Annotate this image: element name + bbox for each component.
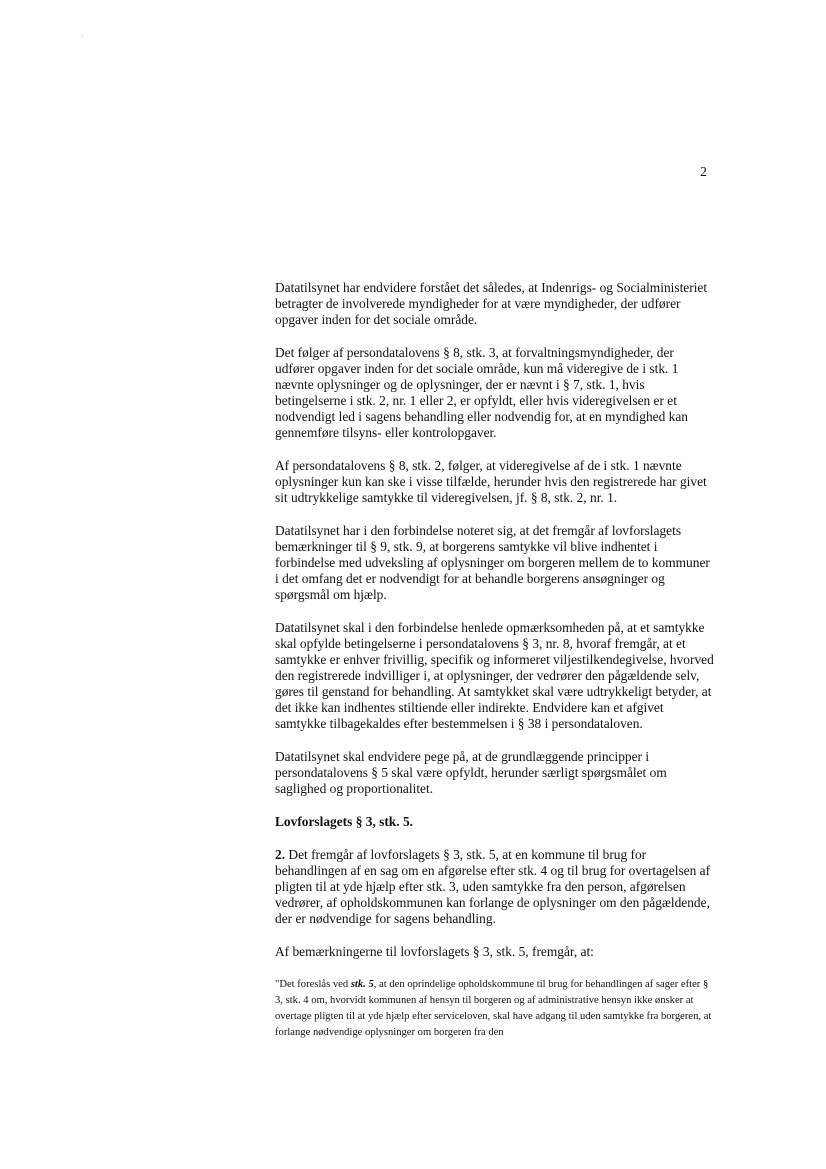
scan-speck [82, 35, 83, 36]
paragraph-2: Det følger af persondatalovens § 8, stk. 3, at forvaltningsmyndigheder, der udfører opgaver inden for det sociale område, kun må videregive de i stk. 1 nævnte oplysninger og de oplysninger, der er nævnt i § 7, stk. 1, hvis betingelserne i stk. 2, nr. 1 eller 2, er opfyldt, eller hvis videregivelsen er et nodvendigt led i sagens behandling eller nodvendig for, at en myndighed kan gennemføre tilsyns- eller kontrolopgaver. [275, 345, 688, 440]
paragraph-7 [275, 847, 715, 927]
document-body [275, 280, 715, 1058]
section-heading: Lovforslagets § 3, stk. 5. [275, 814, 413, 829]
paragraph-6: Datatilsynet skal endvidere pege på, at de grundlæggende principper i persondatalovens § 5 skal være opfyldt, herunder særligt spørgsmålet om saglighed og proportionalitet. [275, 749, 667, 796]
quoted-remarks [275, 977, 715, 1041]
page-number: 2 [700, 165, 707, 180]
paragraph-1: Datatilsynet har endvidere forstået det således, at Indenrigs- og Socialministeriet betragter de involverede myndigheder for at være myndigheder, der udfører opgaver inden for det sociale område. [275, 280, 708, 327]
paragraph-7-text: Det fremgår af lovforslagets § 3, stk. 5, at en kommune til brug for behandlingen af en sag om en afgørelse efter stk. 4 og til brug for overtagelsen af pligten til at yde hjælp efter stk. 3, uden samtykke fra den person, afgørelsen vedrører, af opholdskommunen kan forlange de oplysninger om den pågældende, der er nødvendige for sagens behandling. [275, 847, 711, 926]
paragraph-8: Af bemærkningerne til lovforslagets § 3, stk. 5, fremgår, at: [275, 944, 594, 959]
paragraph-4: Datatilsynet har i den forbindelse noteret sig, at det fremgår af lovforslagets bemærkninger til § 9, stk. 9, at borgerens samtykke vil blive indhentet i forbindelse med udveksling af oplysninger om borgeren mellem de to kommuner i det omfang det er nodvendigt for at behandle borgerens ansøgninger og spørgsmål om hjælp. [275, 523, 710, 602]
point-number: 2. [275, 847, 286, 862]
quote-emphasis: stk. 5 [350, 979, 374, 990]
paragraph-3: Af persondatalovens § 8, stk. 2, følger, at videregivelse af de i stk. 1 nævnte oplysninger kun kan ske i visse tilfælde, herunder hvis den registrerede har givet sit udtrykkelige samtykke til videregivelsen, jf. § 8, stk. 2, nr. 1. [275, 458, 707, 505]
quote-rest: , at den oprindelige opholdskommune til brug for behandlingen af sager efter § 3, stk. 4 om, hvorvidt kommunen af hensyn til borgeren og af administrative hensyn ikke ønsker at overtage pligten til at yde hjælp efter serviceloven, skal have adgang til uden samtykke fra borgeren, at forlange nødvendige oplysninger om borgeren fra den [275, 979, 712, 1038]
quote-start: "Det foreslås ved [275, 979, 351, 990]
paragraph-5: Datatilsynet skal i den forbindelse henlede opmærksomheden på, at et samtykke skal opfylde betingelserne i persondatalovens § 3, nr. 8, hvoraf fremgår, at et samtykke er enhver frivillig, specifik og informeret viljestilkendegivelse, hvorved den registrerede indvilliger i, at oplysninger, der vedrører den pågældende selv, gøres til genstand for behandling. At samtykket skal være udtrykkeligt betyder, at det ikke kan indhentes stiltiende eller indirekte. Endvidere kan et afgivet samtykke tilbagekaldes efter bestemmelsen i § 38 i persondataloven. [275, 620, 714, 731]
